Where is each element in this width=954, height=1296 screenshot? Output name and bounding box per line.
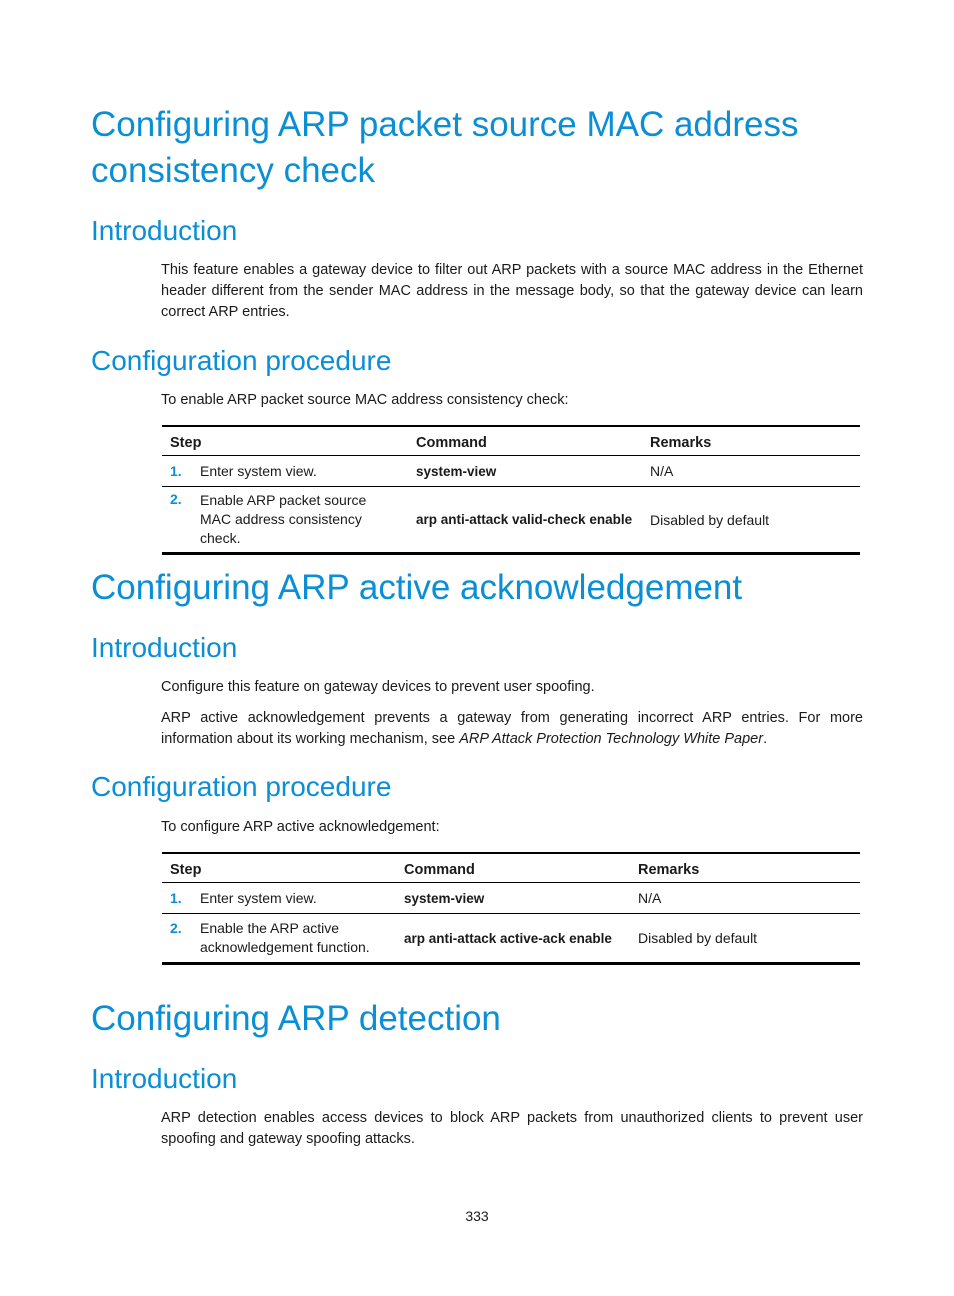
paragraph bbox=[161, 708, 863, 750]
table-row bbox=[162, 883, 860, 914]
step-command: arp anti-attack active-ack enable bbox=[404, 930, 612, 946]
table-header: Step bbox=[162, 426, 408, 456]
step-description: Enable ARP packet source MAC address consistency check. bbox=[200, 492, 367, 546]
step-remarks: Disabled by default bbox=[638, 930, 758, 946]
section-title: Configuring ARP active acknowledgement bbox=[91, 568, 743, 607]
table-header: Command bbox=[396, 853, 630, 883]
section-title: Configuring ARP detection bbox=[91, 999, 501, 1038]
section-heading: Configuration procedure bbox=[91, 771, 392, 802]
paragraph: This feature enables a gateway device to filter out ARP packets with a source MAC address in the Ethernet header different from the sender MAC address in the message body, so that the gateway device can learn correct ARP entries. bbox=[161, 262, 863, 320]
step-command: system-view bbox=[396, 883, 630, 914]
paragraph-text: ARP active acknowledgement prevents a gateway from generating incorrect ARP entries. For more information about its working mechanism, see bbox=[161, 710, 863, 747]
table-row bbox=[162, 914, 860, 964]
section-heading: Configuration procedure bbox=[91, 345, 392, 376]
step-command: arp anti-attack valid-check enable bbox=[416, 512, 633, 527]
step-description: Enter system view. bbox=[192, 883, 396, 914]
table-header: Command bbox=[408, 426, 642, 456]
paragraph: ARP detection enables access devices to block ARP packets from unauthorized clients to prevent user spoofing and gateway spoofing attacks. bbox=[161, 1110, 863, 1147]
step-number: 2. bbox=[170, 491, 182, 507]
step-remarks: N/A bbox=[642, 456, 860, 487]
table-header-row bbox=[162, 853, 860, 883]
step-number: 1. bbox=[162, 883, 192, 914]
section-heading: Introduction bbox=[91, 1063, 238, 1094]
table-header: Remarks bbox=[630, 853, 860, 883]
step-number: 1. bbox=[162, 456, 192, 487]
page-number: 333 bbox=[465, 1208, 489, 1224]
table-row bbox=[162, 456, 860, 487]
config-table bbox=[162, 425, 860, 555]
document-reference: ARP Attack Protection Technology White Paper bbox=[459, 731, 764, 747]
step-number: 2. bbox=[170, 920, 182, 936]
step-remarks: N/A bbox=[630, 883, 860, 914]
section-title: Configuring ARP packet source MAC address consistency check bbox=[91, 105, 799, 190]
table-header-row bbox=[162, 426, 860, 456]
paragraph: To enable ARP packet source MAC address consistency check: bbox=[161, 392, 569, 408]
paragraph: Configure this feature on gateway devices to prevent user spoofing. bbox=[161, 679, 595, 695]
table-header: Remarks bbox=[642, 426, 860, 456]
table-row bbox=[162, 487, 860, 554]
step-command: system-view bbox=[408, 456, 642, 487]
table-header: Step bbox=[162, 853, 396, 883]
step-description: Enable the ARP active acknowledgement function. bbox=[200, 920, 370, 955]
step-description: Enter system view. bbox=[192, 456, 408, 487]
section-heading: Introduction bbox=[91, 632, 238, 663]
config-table bbox=[162, 852, 860, 965]
paragraph: To configure ARP active acknowledgement: bbox=[161, 819, 440, 835]
paragraph-text: . bbox=[763, 731, 768, 747]
section-heading: Introduction bbox=[91, 215, 238, 246]
step-remarks: Disabled by default bbox=[650, 511, 770, 528]
